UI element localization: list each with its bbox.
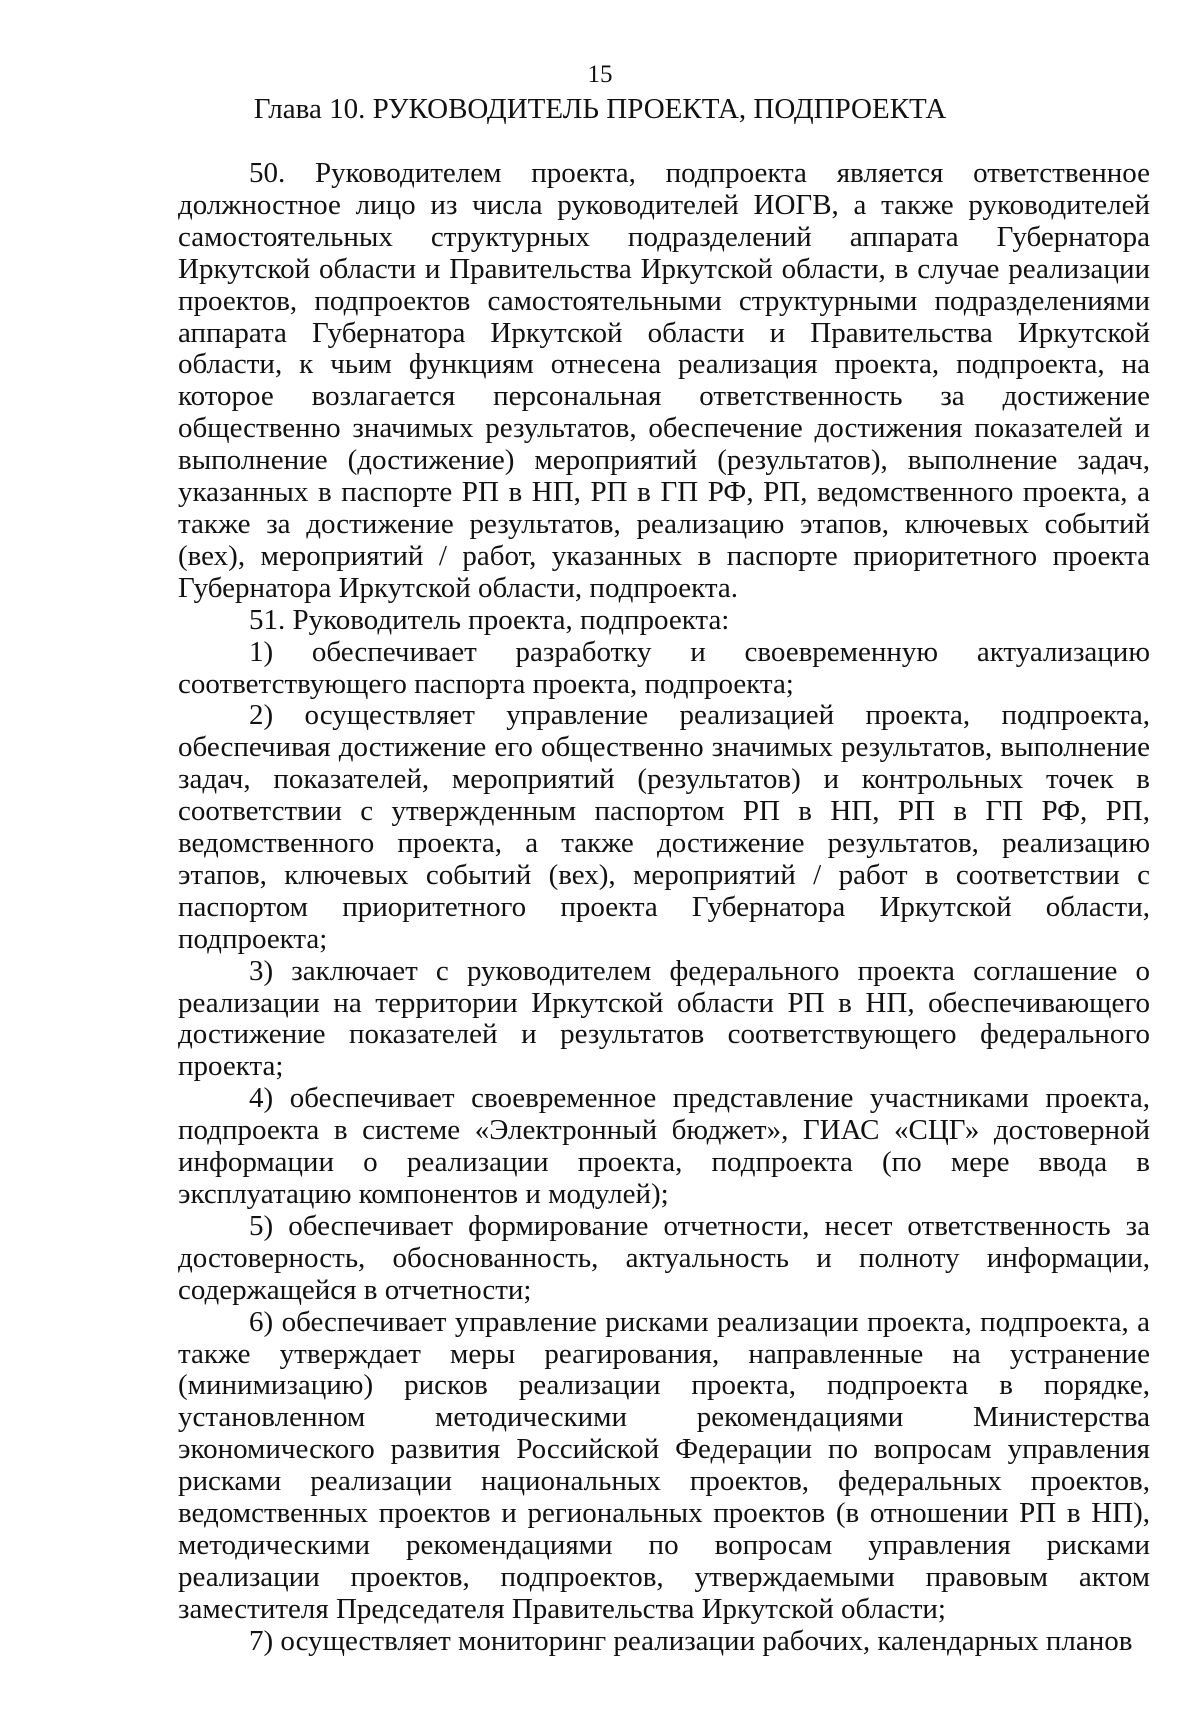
list-item-4: 4) обеспечивает своевременное представление участниками проекта, подпроекта в системе «Электронный бюджет», ГИАС «СЦГ» достоверной информации о реализации проекта, подпроекта (по мере ввода в эксплуатацию компонентов и модулей); xyxy=(178,1082,1150,1210)
paragraph-50: 50. Руководителем проекта, подпроекта является ответственное должностное лицо из числа руководителей ИОГВ, а также руководителей самостоятельных структурных подразделений аппарата Губернатора Иркутской области и Правительства Иркутской области, в случае реализации проектов, подпроектов самостоятельными структурными подразделениями аппарата Губернатора Иркутской области и Правительства Иркутской области, к чьим функциям отнесена реализация проекта, подпроекта, на которое возлагается персональная ответственность за достижение общественно значимых результатов, обеспечение достижения показателей и выполнение (достижение) мероприятий (результатов), выполнение задач, указанных в паспорте РП в НП, РП в ГП РФ, РП, ведомственного проекта, а также за достижение результатов, реализацию этапов, ключевых событий (вех), мероприятий / работ, указанных в паспорте приоритетного проекта Губернатора Иркутской области, подпроекта. xyxy=(178,157,1150,604)
list-item-1: 1) обеспечивает разработку и своевременную актуализацию соответствующего паспорта проекта, подпроекта; xyxy=(178,635,1150,700)
paragraph-51: 51. Руководитель проекта, подпроекта: xyxy=(249,603,730,636)
list-item-5: 5) обеспечивает формирование отчетности, несет ответственность за достоверность, обоснованность, актуальность и полноту информации, содержащейся в отчетности; xyxy=(178,1209,1150,1306)
list-item-6: 6) обеспечивает управление рисками реализации проекта, подпроекта, а также утверждает меры реагирования, направленные на устранение (минимизацию) рисков реализации проекта, подпроекта в порядке, установленном методическими рекомендациями Министерства экономического развития Российской Федерации по вопросам управления рисками реализации национальных проектов, федеральных проектов, ведомственных проектов и региональных проектов (в отношении РП в НП), методическими рекомендациями по вопросам управления рисками реализации проектов, подпроектов, утверждаемыми правовым актом заместителя Председателя Правительства Иркутской области; xyxy=(178,1305,1150,1625)
list-item-3: 3) заключает с руководителем федерального проекта соглашение о реализации на территории Иркутской области РП в НП, обеспечивающего достижение показателей и результатов соответствующего федерального проекта; xyxy=(178,954,1150,1083)
document-body xyxy=(178,158,1150,1658)
list-item-7: 7) осуществляет мониторинг реализации рабочих, календарных планов xyxy=(249,1624,1133,1657)
list-item-2: 2) осуществляет управление реализацией проекта, подпроекта, обеспечивая достижение его общественно значимых результатов, выполнение задач, показателей, мероприятий (результатов) и контрольных точек в соответствии с утвержденным паспортом РП в НП, РП в ГП РФ, РП, ведомственного проекта, а также достижение результатов, реализацию этапов, ключевых событий (вех), мероприятий / работ в соответствии с паспортом приоритетного проекта Губернатора Иркутской области, подпроекта; xyxy=(178,699,1150,955)
chapter-title: Глава 10. РУКОВОДИТЕЛЬ ПРОЕКТА, ПОДПРОЕКТА xyxy=(253,93,947,125)
page-number: 15 xyxy=(587,61,613,88)
